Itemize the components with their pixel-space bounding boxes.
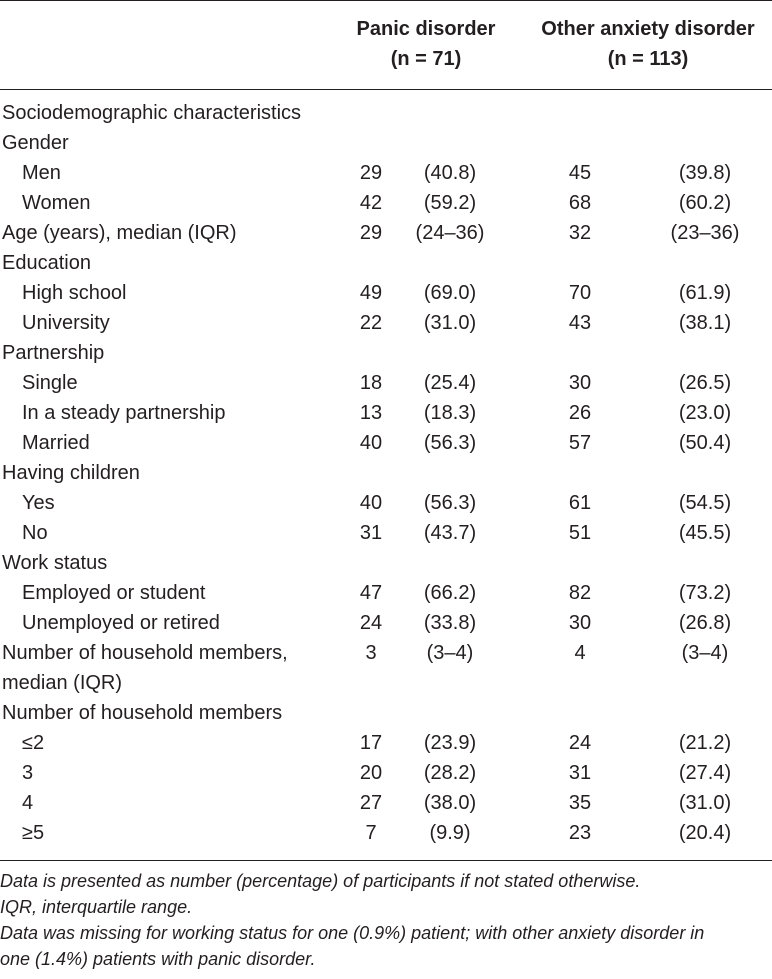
other-count-cell: 4 (574, 642, 586, 664)
table-row (0, 308, 772, 338)
row-label-text: High school (22, 282, 127, 304)
table-row (0, 758, 772, 788)
row-label (22, 818, 44, 848)
row-label-text: Education (2, 252, 91, 274)
panic-count-cell: 20 (359, 762, 383, 784)
other-count-cell: 70 (568, 282, 592, 304)
row-label-text: Having children (2, 462, 140, 484)
table-row (0, 728, 772, 758)
row-label (22, 518, 48, 548)
header-rule (0, 89, 772, 90)
bottom-rule (0, 860, 772, 861)
panic-count-cell: 27 (359, 792, 383, 814)
panic-count-cell: 29 (359, 222, 383, 244)
other-count-cell: 23 (568, 822, 592, 844)
row-label-text: 4 (22, 792, 34, 814)
other-percent-cell: (3–4) (681, 642, 729, 664)
row-label-text: Married (22, 432, 90, 454)
row-label-text: Age (years), median (IQR) (2, 222, 237, 244)
panic-percent-cell: (40.8) (423, 162, 477, 184)
row-label (22, 758, 33, 788)
table-row (0, 548, 772, 578)
row-label (22, 398, 225, 428)
table-row (0, 128, 772, 158)
row-label-text: Men (22, 162, 61, 184)
table-row (0, 488, 772, 518)
row-label (22, 278, 127, 308)
other-count-cell: 45 (568, 162, 592, 184)
header-other-anxiety-disorder (528, 14, 768, 74)
panic-percent-cell: (43.7) (423, 522, 477, 544)
row-label-text: 3 (22, 762, 34, 784)
other-percent-cell: (45.5) (678, 522, 732, 544)
table-row (0, 188, 772, 218)
row-label-text: Partnership (2, 342, 105, 364)
row-label (22, 728, 44, 758)
header-panic-count: (n = 71) (390, 48, 462, 70)
panic-percent-cell: (31.0) (423, 312, 477, 334)
other-count-cell: 51 (568, 522, 592, 544)
panic-count-cell: 49 (359, 282, 383, 304)
other-percent-cell: (20.4) (678, 822, 732, 844)
other-count-cell: 32 (568, 222, 592, 244)
row-label (2, 638, 288, 698)
panic-count-cell: 40 (359, 432, 383, 454)
footnote-line: one (1.4%) patients with panic disorder. (0, 949, 316, 969)
table-row (0, 338, 772, 368)
panic-count-cell: 42 (359, 192, 383, 214)
row-label-text: Yes (22, 492, 55, 514)
panic-count-cell: 3 (365, 642, 377, 664)
header-other-title: Other anxiety disorder (541, 18, 755, 40)
row-label (2, 458, 140, 488)
other-percent-cell: (73.2) (678, 582, 732, 604)
row-label (2, 218, 237, 248)
panic-percent-cell: (38.0) (423, 792, 477, 814)
row-label (22, 428, 90, 458)
other-percent-cell: (26.5) (678, 372, 732, 394)
panic-percent-cell: (3–4) (426, 642, 474, 664)
table-row (0, 248, 772, 278)
other-count-cell: 30 (568, 612, 592, 634)
header-panic-disorder (334, 14, 518, 74)
panic-percent-cell: (24–36) (415, 222, 485, 244)
panic-percent-cell: (23.9) (423, 732, 477, 754)
row-label-text-line2: median (IQR) (2, 672, 123, 694)
table-row (0, 698, 772, 728)
row-label-text: University (22, 312, 110, 334)
table-row (0, 608, 772, 638)
table-body (0, 98, 772, 848)
row-label-text: In a steady partnership (22, 402, 226, 424)
row-label (22, 368, 78, 398)
table-row (0, 398, 772, 428)
row-label (2, 548, 107, 578)
footnote-line: IQR, interquartile range. (0, 897, 193, 917)
footnote-line: Data was missing for working status for one (0.9%) patient; with other anxiety disorder in (0, 923, 705, 943)
panic-count-cell: 47 (359, 582, 383, 604)
row-label (22, 578, 205, 608)
row-label-text: Women (22, 192, 91, 214)
other-count-cell: 30 (568, 372, 592, 394)
table-row (0, 518, 772, 548)
panic-count-cell: 22 (359, 312, 383, 334)
panic-count-cell: 31 (359, 522, 383, 544)
other-count-cell: 68 (568, 192, 592, 214)
other-percent-cell: (54.5) (678, 492, 732, 514)
other-count-cell: 24 (568, 732, 592, 754)
other-count-cell: 43 (568, 312, 592, 334)
table-row (0, 818, 772, 848)
other-count-cell: 26 (568, 402, 592, 424)
row-label (22, 788, 33, 818)
other-count-cell: 61 (568, 492, 592, 514)
panic-count-cell: 18 (359, 372, 383, 394)
panic-percent-cell: (9.9) (429, 822, 471, 844)
other-percent-cell: (23–36) (670, 222, 740, 244)
row-label (22, 488, 55, 518)
panic-percent-cell: (18.3) (423, 402, 477, 424)
footnote-line: Data is presented as number (percentage) of participants if not stated otherwise. (0, 871, 641, 891)
row-label-text: Number of household members, (2, 642, 288, 664)
row-label-text: Single (22, 372, 78, 394)
row-label (2, 128, 69, 158)
table-row (0, 638, 772, 698)
other-percent-cell: (50.4) (678, 432, 732, 454)
row-label (2, 98, 301, 128)
table-row (0, 218, 772, 248)
row-label-text: No (22, 522, 48, 544)
table-row (0, 158, 772, 188)
panic-percent-cell: (59.2) (423, 192, 477, 214)
row-label-text: Work status (2, 552, 108, 574)
table-row (0, 578, 772, 608)
panic-percent-cell: (28.2) (423, 762, 477, 784)
panic-percent-cell: (66.2) (423, 582, 477, 604)
panic-percent-cell: (69.0) (423, 282, 477, 304)
header-other-count: (n = 113) (607, 48, 689, 70)
panic-percent-cell: (25.4) (423, 372, 477, 394)
panic-count-cell: 7 (365, 822, 377, 844)
table-row (0, 278, 772, 308)
other-percent-cell: (61.9) (678, 282, 732, 304)
table-footnotes (0, 868, 772, 972)
other-count-cell: 31 (568, 762, 592, 784)
other-percent-cell: (23.0) (678, 402, 732, 424)
header-panic-title: Panic disorder (356, 18, 496, 40)
row-label (22, 608, 220, 638)
panic-count-cell: 17 (359, 732, 383, 754)
row-label (2, 338, 104, 368)
panic-percent-cell: (56.3) (423, 492, 477, 514)
row-label (22, 308, 110, 338)
other-percent-cell: (39.8) (678, 162, 732, 184)
panic-count-cell: 24 (359, 612, 383, 634)
other-percent-cell: (38.1) (678, 312, 732, 334)
row-label-text: ≥5 (22, 822, 45, 844)
row-label (2, 248, 91, 278)
panic-count-cell: 29 (359, 162, 383, 184)
row-label-text: Employed or student (22, 582, 206, 604)
row-label-text: Sociodemographic characteristics (2, 102, 302, 124)
other-count-cell: 57 (568, 432, 592, 454)
table-row (0, 788, 772, 818)
top-rule (0, 0, 772, 1)
panic-percent-cell: (56.3) (423, 432, 477, 454)
panic-count-cell: 13 (359, 402, 383, 424)
other-count-cell: 35 (568, 792, 592, 814)
other-percent-cell: (26.8) (678, 612, 732, 634)
table-row (0, 458, 772, 488)
other-count-cell: 82 (568, 582, 592, 604)
row-label-text: Number of household members (2, 702, 283, 724)
other-percent-cell: (60.2) (678, 192, 732, 214)
other-percent-cell: (31.0) (678, 792, 732, 814)
other-percent-cell: (27.4) (678, 762, 732, 784)
row-label (2, 698, 282, 728)
row-label (22, 188, 91, 218)
row-label-text: ≤2 (22, 732, 45, 754)
row-label-text: Gender (2, 132, 69, 154)
row-label-text: Unemployed or retired (22, 612, 220, 634)
panic-percent-cell: (33.8) (423, 612, 477, 634)
table-row (0, 98, 772, 128)
other-percent-cell: (21.2) (678, 732, 732, 754)
table-row (0, 428, 772, 458)
panic-count-cell: 40 (359, 492, 383, 514)
table-row (0, 368, 772, 398)
row-label (22, 158, 61, 188)
